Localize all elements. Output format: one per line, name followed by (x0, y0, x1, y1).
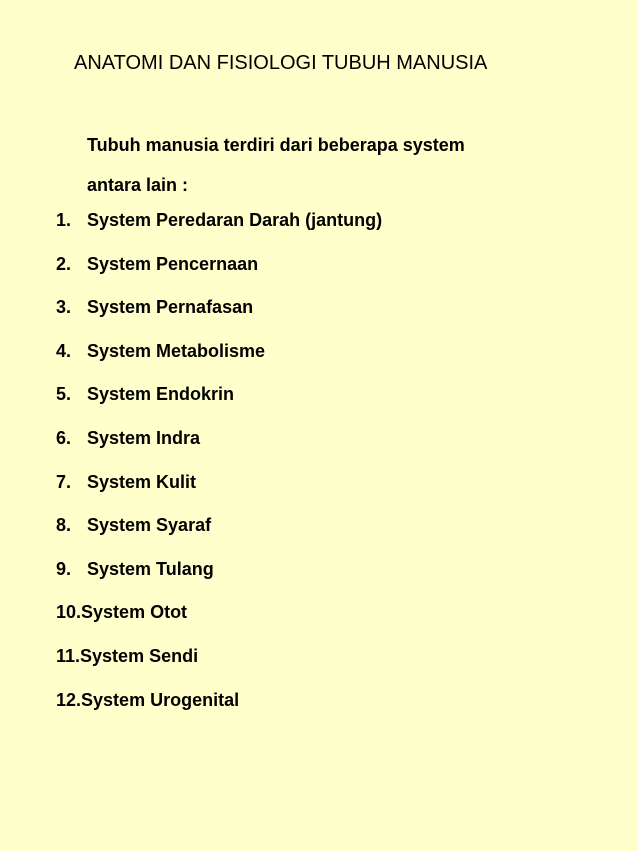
list-item (56, 293, 382, 337)
list-item-number: 6. (56, 427, 72, 448)
list-item (56, 380, 382, 424)
list-item-number: 9. (56, 558, 72, 579)
list-item-label: System Kulit (87, 471, 197, 492)
list-item-number: 10. (56, 602, 82, 623)
list-item-label: System Endokrin (87, 384, 235, 405)
list-item-number: 11. (56, 645, 81, 666)
list-item-number: 4. (56, 340, 72, 361)
list-item-number: 1. (56, 210, 72, 230)
list-item-label: System Metabolisme (87, 340, 266, 361)
page-title: ANATOMI DAN FISIOLOGI TUBUH MANUSIA (74, 52, 488, 74)
list-item-label: System Otot (81, 602, 188, 623)
list-item (56, 206, 382, 250)
list-item-number: 2. (56, 253, 72, 274)
list-item-label: System Syaraf (87, 515, 212, 536)
list-item-number: 5. (56, 384, 72, 405)
list-item (56, 642, 382, 686)
intro-line-2: antara lain : (87, 175, 189, 195)
list-item-number: 7. (56, 471, 72, 492)
system-list (56, 206, 382, 729)
list-item-label: System Pencernaan (87, 253, 259, 274)
intro-paragraph (87, 125, 465, 205)
list-item-number: 3. (56, 297, 72, 318)
list-item (56, 468, 382, 512)
list-item (56, 686, 382, 730)
list-item (56, 337, 382, 381)
list-item (56, 511, 382, 555)
list-item (56, 555, 382, 599)
list-item-number: 8. (56, 515, 72, 536)
list-item (56, 598, 382, 642)
list-item-label: System Sendi (80, 645, 199, 666)
list-item (56, 424, 382, 468)
list-item-label: System Indra (87, 427, 201, 448)
list-item (56, 250, 382, 294)
list-item-number: 12. (56, 689, 82, 710)
intro-line-1: Tubuh manusia terdiri dari beberapa system (87, 135, 465, 155)
list-item-label: System Peredaran Darah (jantung) (87, 210, 383, 230)
list-item-label: System Urogenital (81, 689, 240, 710)
list-item-label: System Pernafasan (87, 297, 254, 318)
list-item-label: System Tulang (87, 558, 214, 579)
